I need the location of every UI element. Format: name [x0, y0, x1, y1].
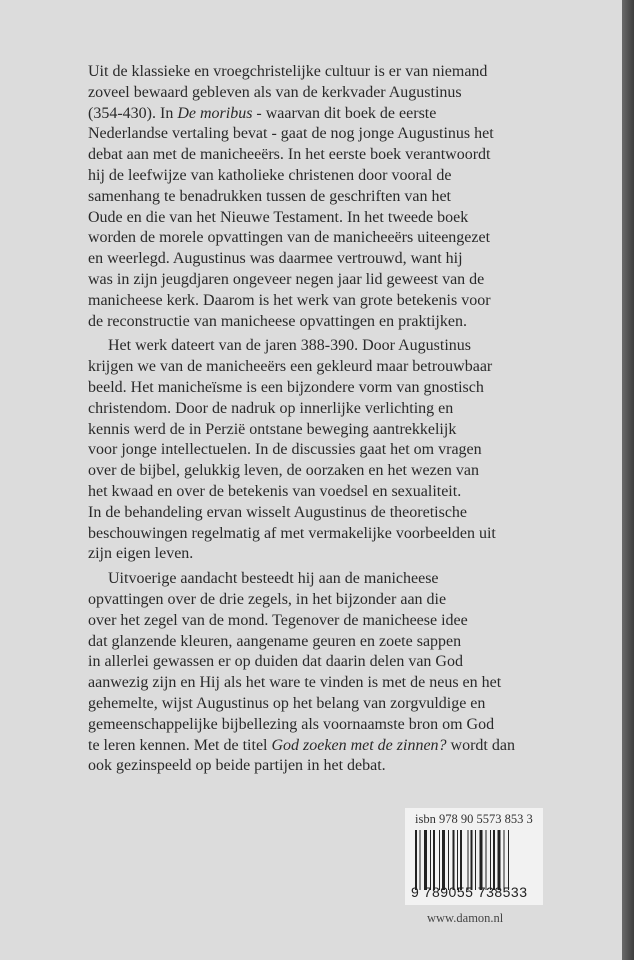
- text-line: [88, 524, 588, 545]
- text-segment: gemeenschappelijke bijbellezing als voornaamste bron om God: [88, 715, 495, 733]
- barcode-bar: [490, 830, 491, 890]
- text-line: [88, 715, 588, 736]
- text-line: [88, 357, 588, 378]
- text-line: [88, 694, 588, 715]
- text-line: [88, 461, 588, 482]
- text-segment: christendom. Door de nadruk op innerlijke verlichting en: [88, 399, 454, 417]
- text-segment: het kwaad en over de betekenis van voedsel en sexualiteit.: [88, 482, 462, 500]
- text-line: [88, 440, 588, 461]
- text-line: [88, 228, 588, 249]
- text-segment: ook gezinspeeld op beide partijen in het debat.: [88, 757, 386, 775]
- barcode-bar: [480, 830, 483, 890]
- barcode-bar: [493, 830, 495, 890]
- barcode-bar: [475, 830, 476, 890]
- text-line: [88, 590, 588, 611]
- text-line: [88, 291, 588, 312]
- text-line: [88, 569, 588, 590]
- barcode-bar: [468, 830, 469, 890]
- text-segment: gehemelte, wijst Augustinus op het belang van zorgvuldige en: [88, 694, 486, 712]
- text-segment: Oude en die van het Nieuwe Testament. In het tweede boek: [88, 208, 469, 226]
- text-segment: was in zijn jeugdjaren ongeveer negen jaar lid geweest van de: [88, 270, 485, 288]
- barcode-bar: [433, 830, 435, 890]
- back-cover-text: [88, 62, 588, 777]
- barcode-bar: [457, 830, 458, 890]
- paragraph: [88, 62, 588, 332]
- text-segment: Uitvoerige aandacht besteedt hij aan de manicheese: [108, 570, 439, 588]
- text-segment: Het werk dateert van de jaren 388-390. Door Augustinus: [108, 337, 472, 355]
- text-segment: wordt dan: [446, 736, 515, 754]
- text-segment: zoveel bewaard gebleven als van de kerkvader Augustinus: [88, 83, 462, 101]
- barcode-bar: [442, 830, 445, 890]
- text-line: [88, 187, 588, 208]
- text-segment: hij de leefwijze van katholieke christenen door vooral de: [88, 166, 452, 184]
- barcode-number: 9 789055 738533: [411, 884, 528, 900]
- publisher-url: www.damon.nl: [427, 911, 504, 925]
- text-line: [88, 736, 588, 757]
- text-segment: kennis werd de in Perzië ontstane beweging aantrekkelijk: [88, 420, 457, 438]
- text-line: [88, 145, 588, 166]
- barcode-bar: [486, 830, 487, 890]
- text-line: [88, 611, 588, 632]
- barcode-icon: [415, 830, 538, 890]
- text-line: [88, 420, 588, 441]
- italic-title: De moribus: [177, 104, 253, 122]
- text-segment: debat aan met de manicheeërs. In het eerste boek verantwoordt: [88, 146, 491, 164]
- text-line: [88, 249, 588, 270]
- text-line: [88, 503, 588, 524]
- text-segment: zijn eigen leven.: [88, 545, 194, 563]
- text-segment: opvattingen over de drie zegels, in het bijzonder aan die: [88, 590, 447, 608]
- text-segment: voor jonge intellectuelen. In de discussies gaat het om vragen: [88, 441, 482, 459]
- text-segment: de reconstructie van manicheese opvattingen en praktijken.: [88, 312, 467, 330]
- barcode-bar: [448, 830, 449, 890]
- text-segment: aanwezig zijn en Hij als het ware te vinden is met de neus en het: [88, 674, 502, 692]
- text-segment: krijgen we van de manicheeërs een gekleurd maar betrouwbaar: [88, 358, 493, 376]
- barcode-bar: [504, 830, 505, 890]
- isbn-text: isbn 978 90 5573 853 3: [415, 812, 533, 826]
- barcode-label: [405, 808, 543, 905]
- text-line: [88, 336, 588, 357]
- barcode-bar: [424, 830, 427, 890]
- text-segment: beschouwingen regelmatig af met vermakelijke voorbeelden uit: [88, 524, 496, 542]
- text-segment: (354-430). In: [88, 104, 178, 122]
- paragraph: [88, 336, 588, 565]
- text-segment: beeld. Het manicheïsme is een bijzondere vorm van gnostisch: [88, 378, 484, 396]
- text-line: [88, 482, 588, 503]
- barcode-bar: [430, 830, 431, 890]
- text-line: [88, 632, 588, 653]
- text-line: [88, 83, 588, 104]
- text-line: [88, 544, 588, 565]
- text-segment: dat glanzende kleuren, aangename geuren en zoete sappen: [88, 632, 462, 650]
- text-segment: manicheese kerk. Daarom is het werk van grote betekenis voor: [88, 291, 491, 309]
- text-line: [88, 312, 588, 333]
- text-segment: Nederlandse vertaling bevat - gaat de nog jonge Augustinus het: [88, 125, 494, 143]
- barcode-bar: [498, 830, 501, 890]
- text-line: [88, 62, 588, 83]
- barcode-bar: [420, 830, 421, 890]
- paragraph: [88, 569, 588, 777]
- text-line: [88, 652, 588, 673]
- text-segment: worden de morele opvattingen van de manicheeërs uiteengezet: [88, 229, 491, 247]
- barcode-bar: [460, 830, 462, 890]
- text-line: [88, 399, 588, 420]
- text-segment: en weerlegd. Augustinus was daarmee vertrouwd, want hij: [88, 250, 463, 268]
- barcode-bar: [508, 830, 509, 890]
- text-line: [88, 166, 588, 187]
- text-segment: over de bijbel, gelukkig leven, de oorzaken en het wezen van: [88, 462, 479, 480]
- text-segment: te leren kennen. Met de titel: [88, 736, 272, 754]
- italic-title: God zoeken met de zinnen?: [271, 736, 447, 754]
- text-segment: - waarvan dit boek de eerste: [252, 104, 437, 122]
- barcode-bar: [439, 830, 440, 890]
- barcode-bar: [415, 830, 417, 890]
- text-segment: in allerlei gewassen er op duiden dat daarin delen van God: [88, 653, 463, 671]
- text-segment: Uit de klassieke en vroegchristelijke cultuur is er van niemand: [88, 63, 488, 80]
- barcode-bar: [453, 830, 455, 890]
- text-segment: samenhang te benadrukken tussen de geschriften van het: [88, 187, 451, 205]
- text-line: [88, 124, 588, 145]
- barcode-bar: [471, 830, 473, 890]
- text-line: [88, 104, 588, 125]
- text-segment: over het zegel van de mond. Tegenover de manicheese idee: [88, 611, 468, 629]
- text-segment: In de behandeling ervan wisselt Augustinus de theoretische: [88, 503, 468, 521]
- text-line: [88, 378, 588, 399]
- text-line: [88, 756, 588, 777]
- text-line: [88, 208, 588, 229]
- text-line: [88, 270, 588, 291]
- text-line: [88, 673, 588, 694]
- book-spine-edge: [622, 0, 634, 960]
